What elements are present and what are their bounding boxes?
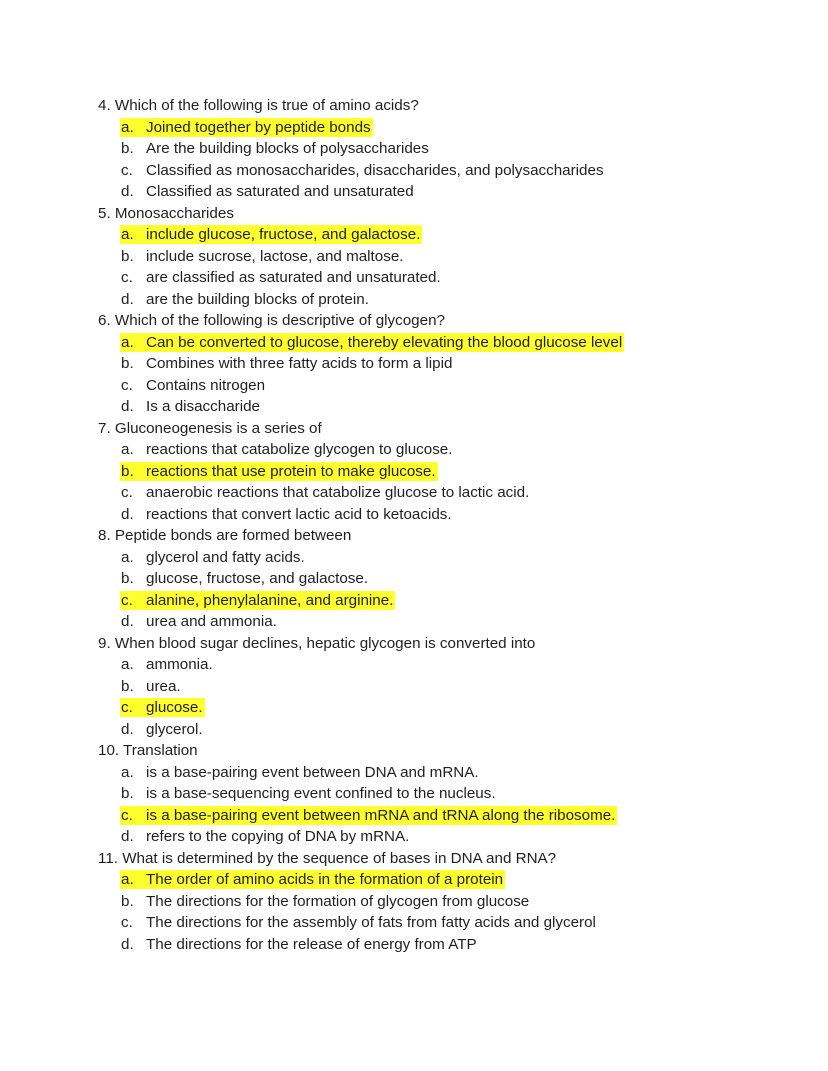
answer-option: [98, 138, 798, 160]
option-letter: a.: [121, 118, 134, 136]
option-text-wrap: [120, 225, 422, 244]
option-letter: b.: [121, 140, 134, 157]
option-text: The directions for the assembly of fats from fatty acids and glycerol: [146, 914, 596, 931]
option-text: are the building blocks of protein.: [146, 290, 369, 308]
option-text: include glucose, fructose, and galactose.: [146, 226, 421, 243]
answer-option: [98, 869, 798, 891]
answer-option: [98, 482, 798, 504]
option-letter: c.: [121, 376, 133, 394]
option-text-wrap: [120, 763, 481, 782]
answer-option: [98, 697, 798, 719]
option-letter: a.: [121, 656, 134, 673]
quiz-document: [98, 95, 798, 955]
option-text-wrap: [120, 677, 183, 696]
option-text-wrap: [120, 935, 479, 954]
option-text: glucose, fructose, and galactose.: [146, 570, 369, 587]
option-text: Contains nitrogen: [146, 376, 266, 394]
answer-option: [98, 891, 798, 913]
option-text-wrap: [120, 591, 395, 610]
answer-option: [98, 504, 798, 526]
option-text: ammonia.: [146, 656, 213, 673]
option-text: Combines with three fatty acids to form a lipid: [146, 355, 453, 372]
option-letter: c.: [121, 591, 133, 609]
answer-option: [98, 805, 798, 827]
option-text-wrap: [120, 612, 279, 631]
option-letter: c.: [121, 699, 133, 716]
option-text: is a base-pairing event between DNA and mRNA.: [146, 763, 479, 781]
question-prompt: 8. Peptide bonds are formed between: [98, 527, 352, 544]
option-text: Classified as monosaccharides, disaccharides, and polysaccharides: [146, 161, 604, 179]
answer-option: [98, 611, 798, 633]
answer-option: [98, 826, 798, 848]
option-text-wrap: [120, 698, 205, 717]
option-letter: d.: [121, 828, 134, 845]
option-text: anaerobic reactions that catabolize glucose to lactic acid.: [146, 484, 530, 501]
option-text-wrap: [120, 505, 454, 524]
option-letter: d.: [121, 505, 134, 523]
option-letter: a.: [121, 763, 134, 781]
option-letter: d.: [121, 720, 134, 738]
answer-option: [98, 224, 798, 246]
answer-option: [98, 461, 798, 483]
option-text: Joined together by peptide bonds: [146, 118, 371, 136]
question-prompt: 5. Monosaccharides: [98, 204, 234, 222]
answer-option: [98, 289, 798, 311]
option-text-wrap: [120, 247, 405, 266]
option-text: refers to the copying of DNA by mRNA.: [146, 828, 410, 845]
option-text: reactions that use protein to make glucose.: [146, 462, 436, 480]
answer-option: [98, 783, 798, 805]
option-letter: d.: [121, 613, 134, 630]
option-text-wrap: [120, 397, 262, 416]
question-prompt: 4. Which of the following is true of amino acids?: [98, 97, 419, 114]
option-text: include sucrose, lactose, and maltose.: [146, 247, 404, 265]
option-text-wrap: [120, 892, 531, 911]
option-text: reactions that convert lactic acid to ketoacids.: [146, 505, 452, 523]
option-text: Are the building blocks of polysaccharides: [146, 140, 429, 157]
option-letter: b.: [121, 355, 134, 372]
option-letter: c.: [121, 161, 133, 179]
option-text: glycerol.: [146, 720, 203, 738]
option-text-wrap: [120, 376, 267, 395]
answer-option: [98, 547, 798, 569]
option-letter: a.: [121, 441, 134, 458]
question-prompt: 11. What is determined by the sequence of bases in DNA and RNA?: [98, 849, 557, 867]
answer-option: [98, 439, 798, 461]
option-text: are classified as saturated and unsaturated.: [146, 269, 441, 286]
option-letter: d.: [121, 290, 134, 308]
answer-option: [98, 246, 798, 268]
option-letter: b.: [121, 247, 134, 265]
option-text: urea.: [146, 677, 181, 695]
option-text: glycerol and fatty acids.: [146, 548, 305, 566]
option-text: is a base-pairing event between mRNA and tRNA along the ribosome.: [146, 806, 616, 824]
option-letter: c.: [121, 914, 133, 931]
option-text: The directions for the formation of glycogen from glucose: [146, 892, 530, 910]
option-text-wrap: [120, 333, 624, 352]
option-text: is a base-sequencing event confined to the nucleus.: [146, 785, 496, 802]
answer-option: [98, 267, 798, 289]
option-text-wrap: [120, 290, 371, 309]
option-text-wrap: [120, 827, 411, 846]
answer-option: [98, 654, 798, 676]
answer-option: [98, 568, 798, 590]
option-text: The directions for the release of energy from ATP: [146, 935, 477, 953]
answer-option: [98, 375, 798, 397]
question-prompt: 9. When blood sugar declines, hepatic glycogen is converted into: [98, 634, 536, 652]
option-letter: a.: [121, 548, 134, 566]
option-text-wrap: [120, 462, 438, 481]
option-text: The order of amino acids in the formation of a protein: [146, 871, 504, 888]
answer-option: [98, 934, 798, 956]
option-letter: c.: [121, 806, 133, 824]
option-text: Is a disaccharide: [146, 398, 260, 415]
option-text: reactions that catabolize glycogen to glucose.: [146, 441, 453, 458]
option-text: Classified as saturated and unsaturated: [146, 183, 414, 200]
option-letter: d.: [121, 935, 134, 953]
option-text-wrap: [120, 268, 443, 287]
answer-option: [98, 332, 798, 354]
option-letter: a.: [121, 333, 134, 351]
option-text-wrap: [120, 139, 431, 158]
answer-option: [98, 676, 798, 698]
option-text: Can be converted to glucose, thereby elevating the blood glucose level: [146, 333, 623, 351]
question-prompt: 6. Which of the following is descriptive of glycogen?: [98, 312, 445, 329]
answer-option: [98, 353, 798, 375]
option-letter: b.: [121, 785, 134, 802]
option-text: glucose.: [146, 699, 203, 716]
option-text-wrap: [120, 784, 498, 803]
option-letter: b.: [121, 677, 134, 695]
answer-option: [98, 590, 798, 612]
option-text-wrap: [120, 655, 215, 674]
option-letter: b.: [121, 892, 134, 910]
option-letter: c.: [121, 269, 133, 286]
option-letter: b.: [121, 570, 134, 587]
answer-option: [98, 117, 798, 139]
answer-option: [98, 160, 798, 182]
option-text: alanine, phenylalanine, and arginine.: [146, 591, 394, 609]
option-text-wrap: [120, 870, 505, 889]
option-letter: d.: [121, 183, 134, 200]
answer-option: [98, 762, 798, 784]
option-letter: c.: [121, 484, 133, 501]
answer-option: [98, 912, 798, 934]
question-prompt: 10. Translation: [98, 742, 198, 759]
answer-option: [98, 396, 798, 418]
option-text-wrap: [120, 569, 370, 588]
option-text-wrap: [120, 118, 373, 137]
option-letter: d.: [121, 398, 134, 415]
answer-option: [98, 719, 798, 741]
option-text-wrap: [120, 483, 531, 502]
option-text: urea and ammonia.: [146, 613, 277, 630]
option-text-wrap: [120, 440, 454, 459]
option-text-wrap: [120, 806, 617, 825]
question-prompt: 7. Gluconeogenesis is a series of: [98, 419, 322, 437]
option-text-wrap: [120, 548, 307, 567]
option-text-wrap: [120, 182, 416, 201]
option-text-wrap: [120, 161, 606, 180]
option-letter: a.: [121, 226, 134, 243]
answer-option: [98, 181, 798, 203]
option-text-wrap: [120, 720, 205, 739]
option-letter: b.: [121, 462, 134, 480]
option-text-wrap: [120, 913, 598, 932]
option-text-wrap: [120, 354, 454, 373]
option-letter: a.: [121, 871, 134, 888]
